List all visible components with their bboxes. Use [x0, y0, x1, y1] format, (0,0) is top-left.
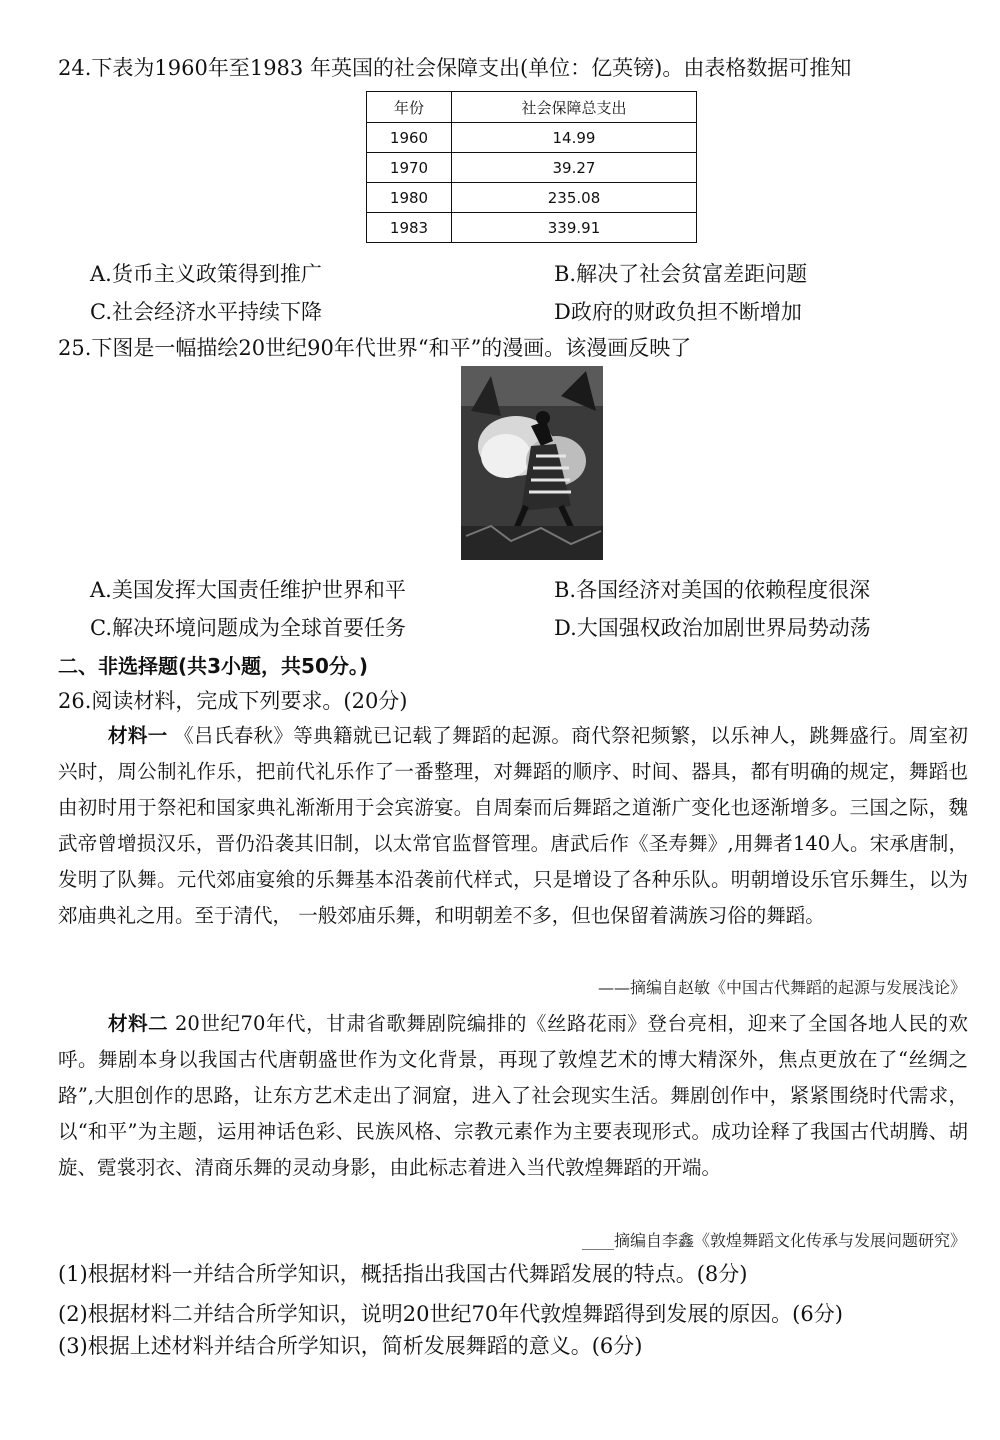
- table-cell-year: 1970: [367, 153, 452, 183]
- material-two-text: 20世纪70年代，甘肃省歌舞剧院编排的《丝路花雨》登台亮相，迎来了全国各地人民的欢呼。舞剧本身以我国古代唐朝盛世作为文化背景，再现了敦煌艺术的博大精深外，焦点更放在了“丝绸之路”,大胆创作的思路，让东方艺术走出了洞窟，进入了社会现实生活。舞剧创作中，紧紧围绕时代需求，以“和平”为主题，运用神话色彩、民族风格、宗教元素作为主要表现形式。成功诠释了我国古代胡腾、胡旋、霓裳羽衣、清商乐舞的灵动身影，由此标志着进入当代敦煌舞蹈的开端。: [58, 1012, 968, 1179]
- material-one-paragraph: [58, 718, 968, 934]
- q24-option-d[interactable]: D政府的财政负担不断增加: [554, 300, 802, 324]
- material-one-label: 材料一: [108, 724, 168, 747]
- peace-cartoon-image: [461, 366, 603, 560]
- section-heading: 二、非选择题(共3小题，共50分。): [58, 654, 369, 678]
- q26-subquestion-1: (1)根据材料一并结合所学知识，概括指出我国古代舞蹈发展的特点。(8分): [58, 1262, 748, 1286]
- q26-subquestion-2: (2)根据材料二并结合所学知识，说明20世纪70年代敦煌舞蹈得到发展的原因。(6分): [58, 1302, 843, 1326]
- table-row: [367, 123, 697, 153]
- material-two-label: 材料二: [108, 1012, 169, 1035]
- table-header-year: 年份: [367, 92, 452, 123]
- table-cell-year: 1983: [367, 213, 452, 243]
- table-row: [367, 183, 697, 213]
- material-one-text: 《吕氏春秋》等典籍就已记载了舞蹈的起源。商代祭祀频繁，以乐神人，跳舞盛行。周室初兴时，周公制礼作乐，把前代礼乐作了一番整理，对舞蹈的顺序、时间、器具，都有明确的规定，舞蹈也由初时用于祭祀和国家典礼渐渐用于会宾游宴。自周秦而后舞蹈之道渐广变化也逐渐增多。三国之际，魏武帝曾增损汉乐，晋仍沿袭其旧制，以太常官监督管理。唐武后作《圣寿舞》,用舞者140人。宋承唐制，发明了队舞。元代郊庙宴飨的乐舞基本沿袭前代样式，只是增设了各种乐队。明朝增设乐官乐舞生，以为郊庙典礼之用。至于清代， 一般郊庙乐舞，和明朝差不多，但也保留着满族习俗的舞蹈。: [58, 724, 968, 927]
- table-header-row: [367, 92, 697, 123]
- q25-option-a[interactable]: A.美国发挥大国责任维护世界和平: [90, 578, 406, 602]
- q24-stem: 24.下表为1960年至1983 年英国的社会保障支出(单位：亿英镑)。由表格数据可推知: [58, 56, 852, 80]
- table-cell-value: 235.08: [452, 183, 697, 213]
- expenditure-table: [366, 91, 697, 243]
- table-row: [367, 213, 697, 243]
- table-cell-value: 14.99: [452, 123, 697, 153]
- q24-option-c[interactable]: C.社会经济水平持续下降: [90, 300, 322, 324]
- q25-option-d[interactable]: D.大国强权政治加剧世界局势动荡: [554, 616, 871, 640]
- material-two-source: ____摘编自李鑫《敦煌舞蹈文化传承与发展问题研究》: [581, 1231, 966, 1250]
- q26-subquestion-3: (3)根据上述材料并结合所学知识，简析发展舞蹈的意义。(6分): [58, 1334, 643, 1358]
- table-cell-year: 1960: [367, 123, 452, 153]
- q25-option-c[interactable]: C.解决环境问题成为全球首要任务: [90, 616, 406, 640]
- table-cell-value: 339.91: [452, 213, 697, 243]
- cartoon-illustration: [461, 366, 603, 560]
- table-cell-value: 39.27: [452, 153, 697, 183]
- q24-option-b[interactable]: B.解决了社会贫富差距问题: [554, 262, 808, 286]
- table-cell-year: 1980: [367, 183, 452, 213]
- table-header-expenditure: 社会保障总支出: [452, 92, 697, 123]
- material-two-paragraph: [58, 1006, 968, 1186]
- q24-option-a[interactable]: A.货币主义政策得到推广: [90, 262, 322, 286]
- q25-option-b[interactable]: B.各国经济对美国的依赖程度很深: [554, 578, 871, 602]
- table-row: [367, 153, 697, 183]
- material-one-source: ——摘编自赵敏《中国古代舞蹈的起源与发展浅论》: [597, 978, 966, 997]
- q25-stem: 25.下图是一幅描绘20世纪90年代世界“和平”的漫画。该漫画反映了: [58, 336, 692, 360]
- q26-stem: 26.阅读材料，完成下列要求。(20分): [58, 689, 408, 713]
